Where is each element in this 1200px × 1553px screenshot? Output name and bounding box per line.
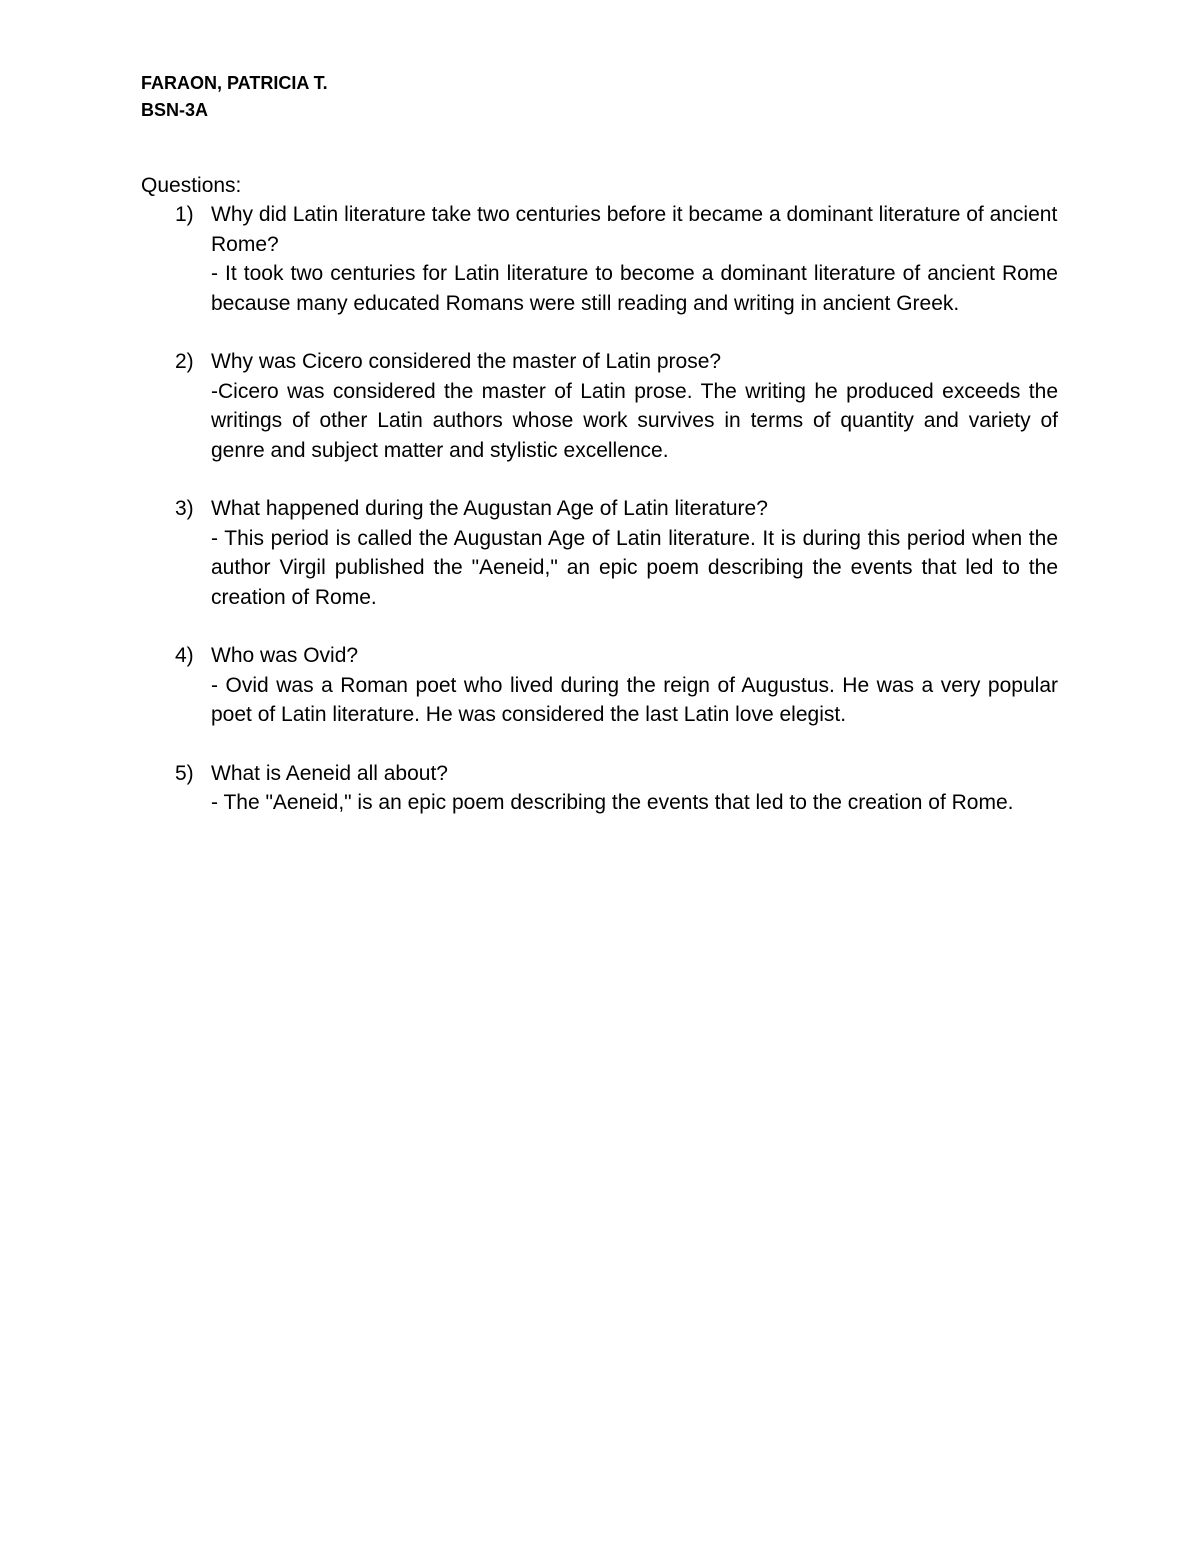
student-section: BSN-3A bbox=[141, 100, 209, 120]
question-text: What happened during the Augustan Age of Latin literature? bbox=[211, 497, 768, 520]
header-block bbox=[141, 70, 328, 124]
question-text: Why did Latin literature take two centuries before it became a dominant literature of ancient Rome? bbox=[211, 203, 1058, 256]
question-list bbox=[141, 200, 1058, 847]
question-item bbox=[141, 200, 1058, 318]
question-text: Who was Ovid? bbox=[211, 644, 359, 667]
question-item bbox=[141, 347, 1058, 465]
answer-text: - Ovid was a Roman poet who lived during the reign of Augustus. He was a very popular poet of Latin literature. He was considered the last Latin love elegist. bbox=[211, 673, 1058, 726]
question-number: 5) bbox=[175, 761, 194, 785]
questions-heading: Questions: bbox=[141, 174, 242, 197]
question-text: Why was Cicero considered the master of Latin prose? bbox=[211, 350, 722, 373]
question-item bbox=[141, 494, 1058, 612]
question-item bbox=[141, 759, 1058, 818]
question-number: 2) bbox=[175, 350, 194, 373]
question-number: 3) bbox=[175, 497, 194, 520]
question-number: 4) bbox=[175, 644, 194, 667]
question-item bbox=[141, 641, 1058, 730]
question-number: 1) bbox=[175, 203, 194, 226]
question-text: What is Aeneid all about? bbox=[211, 761, 448, 785]
answer-text: - This period is called the Augustan Age of Latin literature. It is during this period when the author Virgil published the "Aeneid," an epic poem describing the events that led to the creation of Rome. bbox=[211, 526, 1058, 609]
answer-text: - It took two centuries for Latin literature to become a dominant literature of ancient Rome because many educated Romans were still reading and writing in ancient Greek. bbox=[211, 262, 1058, 315]
answer-text: -Cicero was considered the master of Latin prose. The writing he produced exceeds the writings of other Latin authors whose work survives in terms of quantity and variety of genre and subject matter and stylistic excellence. bbox=[211, 379, 1058, 462]
answer-text: - The "Aeneid," is an epic poem describing the events that led to the creation of Rome. bbox=[211, 791, 1014, 814]
student-name: FARAON, PATRICIA T. bbox=[141, 73, 328, 93]
